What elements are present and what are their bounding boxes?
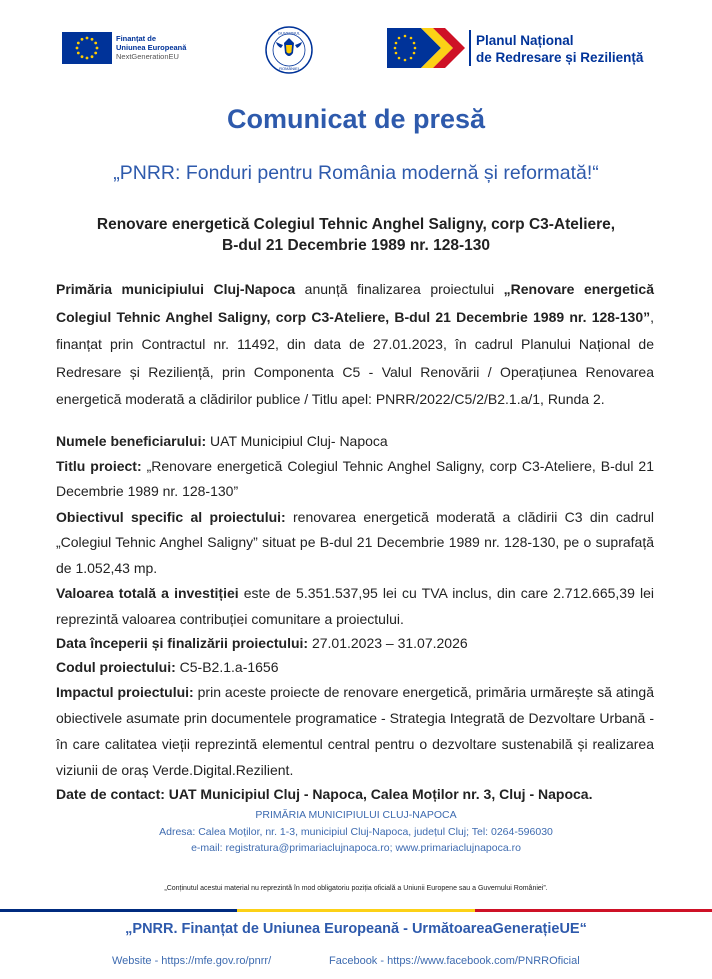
romanian-government-seal <box>265 26 313 74</box>
project-heading <box>0 214 712 256</box>
investment-value: este de 5.351.537,95 lei cu TVA inclus, din care 2.712.665,39 lei reprezintă valoarea contribuției comunitare a proiectului. <box>56 585 654 627</box>
footer-organization <box>0 807 712 857</box>
header <box>0 0 712 100</box>
impact-value: prin aceste proiecte de renovare energetică, primăria urmărește să atingă obiectivele asumate prin documentele programatice - Strategia Integrată de Dezvoltare Urbană - în care calitatea vieții reprezintă elementul central pentru o dezvoltare sustenabilă și realizarea viziunii de oraș Verde.Digital.Rezilient. <box>56 684 654 778</box>
heading-line2: B-dul 21 Decembrie 1989 nr. 128-130 <box>222 237 490 254</box>
contact-row <box>56 783 654 807</box>
project-title-row <box>56 454 654 505</box>
impact-row <box>56 679 654 783</box>
intro-paragraph <box>56 276 654 414</box>
objective-label: Obiectivul specific al proiectului: <box>56 508 286 525</box>
project-details <box>56 430 654 807</box>
beneficiary-row <box>56 430 654 454</box>
objective-row <box>56 505 654 582</box>
website-link[interactable]: Website - https://mfe.gov.ro/pnrr/ <box>112 955 272 967</box>
beneficiary-label: Numele beneficiarului: <box>56 433 207 449</box>
svg-text:ROMÂNIEI: ROMÂNIEI <box>279 66 299 71</box>
facebook-link[interactable]: Facebook - https://www.facebook.com/PNRROficial <box>329 955 580 967</box>
code-label: Codul proiectului: <box>56 658 176 675</box>
intro-project-name: „Renovare energetică Colegiul Tehnic Anghel Saligny, corp C3-Ateliere, B-dul 21 Decembrie 1989 nr. 128-130” <box>56 281 655 325</box>
footer-org-name: PRIMĂRIA MUNICIPIULUI CLUJ-NAPOCA <box>255 809 457 821</box>
dates-row <box>56 632 654 656</box>
pnrr-text-line2: de Redresare și Reziliență <box>476 50 644 65</box>
page-subtitle: „PNRR: Fonduri pentru România modernă și reformată!“ <box>113 162 599 184</box>
eu-flag-logo <box>62 32 112 64</box>
bottom-slogan: „PNRR. Finanțat de Uniunea Europeană - UrmătoareaGenerațieUE“ <box>125 921 587 937</box>
page-title: Comunicat de presă <box>226 104 486 134</box>
intro-text2: , finanțat prin Contractul nr. 11492, din data de 27.01.2023, în cadrul Planului Național de Redresare și Reziliență, prin Componenta C5 - Valul Renovării / Operațiunea Renovarea energetică moderată a clădirilor publice / Titlu apel: PNRR/2022/C5/2/B2.1.a/1, Runda 2. <box>56 308 654 407</box>
dates-label: Data începerii și finalizării proiectului: <box>56 635 309 651</box>
impact-label: Impactul proiectului: <box>56 684 194 700</box>
tricolor-divider <box>0 909 712 912</box>
footer-email: e-mail: registratura@primariaclujnapoca.ro; www.primariaclujnapoca.ro <box>191 842 521 854</box>
pnrr-logo-text <box>476 32 643 66</box>
project-title-label: Titlu proiect: <box>56 457 142 474</box>
disclaimer: „Conținutul acestui material nu reprezintă în mod obligatoriu poziția oficială a Uniunii Europene sau a Guvernului României”. <box>164 885 548 892</box>
contact-text: Date de contact: UAT Municipiul Cluj - Napoca, Calea Moților nr. 3, Cluj - Napoca. <box>56 786 593 802</box>
svg-text:GUVERNUL: GUVERNUL <box>277 30 301 36</box>
eu-text-line2: Uniunea Europeană <box>116 43 187 52</box>
objective-value: renovarea energetică moderată a clădirii C3 din cadrul „Colegiul Tehnic Anghel Saligny” situat pe B-dul 21 Decembrie 1989 nr. 128-130, pe o suprafață de 1.052,43 mp. <box>56 508 654 576</box>
beneficiary-value: UAT Municipiul Cluj- Napoca <box>206 433 388 449</box>
eu-text-line3: NextGenerationEU <box>116 52 179 61</box>
intro-text1: anunță finalizarea proiectului <box>295 281 504 297</box>
footer-address: Adresa: Calea Moților, nr. 1-3, municipiul Cluj-Napoca, județul Cluj; Tel: 0264-596030 <box>159 825 553 838</box>
investment-row <box>56 581 654 632</box>
eu-funding-text <box>116 34 186 61</box>
code-value: C5-B2.1.a-1656 <box>175 658 279 675</box>
investment-label: Valoarea totală a investiției <box>56 585 239 601</box>
code-row <box>56 656 654 680</box>
eu-text-line1: Finanțat de <box>116 34 157 43</box>
pnrr-logo <box>387 28 467 68</box>
dates-value: 27.01.2023 – 31.07.2026 <box>308 635 468 651</box>
pnrr-text-line1: Planul Național <box>476 33 574 48</box>
pnrr-divider <box>469 30 471 66</box>
project-title-value: „Renovare energetică Colegiul Tehnic Anghel Saligny, corp C3-Ateliere, B-dul 21 Decembrie 1989 nr. 128-130” <box>56 457 654 499</box>
intro-organization: Primăria municipiului Cluj-Napoca <box>56 281 296 297</box>
heading-line1: Renovare energetică Colegiul Tehnic Anghel Saligny, corp C3-Ateliere, <box>96 216 616 233</box>
